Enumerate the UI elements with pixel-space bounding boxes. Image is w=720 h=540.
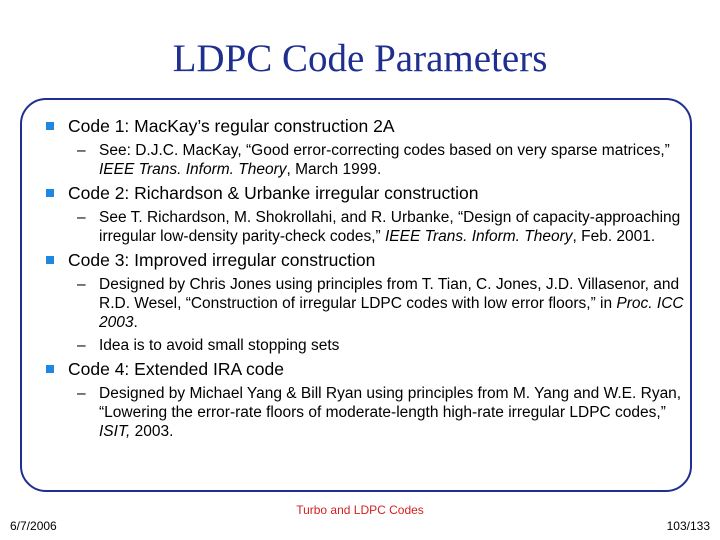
bullet-item: [46, 116, 686, 137]
sub-bullet-item: [77, 141, 686, 179]
bullet-text: Code 3: Improved irregular construction: [68, 250, 376, 270]
sub-text-tail: .: [133, 314, 138, 331]
dash-icon: –: [77, 276, 86, 293]
bullet-item: [46, 250, 686, 271]
sub-bullet-item: [77, 336, 686, 355]
dash-icon: –: [77, 209, 86, 226]
dash-icon: –: [77, 337, 86, 354]
sub-text-italic: ISIT,: [99, 423, 131, 440]
bullet-text: Code 2: Richardson & Urbanke irregular construction: [68, 183, 479, 203]
sub-text-tail: , March 1999.: [286, 161, 382, 178]
bullet-text: Code 1: MacKay’s regular construction 2A: [68, 116, 395, 136]
sub-text: Designed by Chris Jones using principles from T. Tian, C. Jones, J.D. Villasenor, and R.D. Wesel, “Construction of irregular LDPC codes with low error floors,” in: [99, 276, 680, 312]
sub-bullet-item: [77, 384, 686, 441]
sub-text: See: D.J.C. MacKay, “Good error-correcting codes based on very sparse matrices,”: [99, 142, 670, 159]
bullet-list: [46, 116, 686, 445]
dash-icon: –: [77, 385, 86, 402]
sub-text: See T. Richardson, M. Shokrollahi, and R. Urbanke, “Design of capacity-approaching irregular low-density parity-check codes,”: [99, 209, 681, 245]
bullet-item: [46, 359, 686, 380]
sub-bullet-item: [77, 208, 686, 246]
sub-text: Designed by Michael Yang & Bill Ryan using principles from M. Yang and W.E. Ryan, “Lowering the error-rate floors of moderate-length high-rate irregular LDPC codes,”: [99, 385, 682, 421]
footer-date: 6/7/2006: [10, 519, 57, 533]
square-bullet-icon: [46, 256, 54, 264]
footer-page-number: 103/133: [666, 519, 710, 533]
square-bullet-icon: [46, 122, 54, 130]
sub-text: Idea is to avoid small stopping sets: [99, 337, 340, 354]
bullet-text: Code 4: Extended IRA code: [68, 359, 284, 379]
square-bullet-icon: [46, 189, 54, 197]
sub-bullet-item: [77, 275, 686, 332]
square-bullet-icon: [46, 365, 54, 373]
sub-text-tail: 2003.: [130, 423, 174, 440]
dash-icon: –: [77, 142, 86, 159]
sub-text-tail: , Feb. 2001.: [572, 228, 656, 245]
slide-title: LDPC Code Parameters: [172, 37, 548, 80]
sub-text-italic: IEEE Trans. Inform. Theory: [99, 161, 287, 178]
sub-text-italic: IEEE Trans. Inform. Theory: [385, 228, 573, 245]
bullet-item: [46, 183, 686, 204]
footer-title: Turbo and LDPC Codes: [296, 503, 424, 517]
sub-text-italic: Proc. ICC 2003: [99, 295, 684, 331]
